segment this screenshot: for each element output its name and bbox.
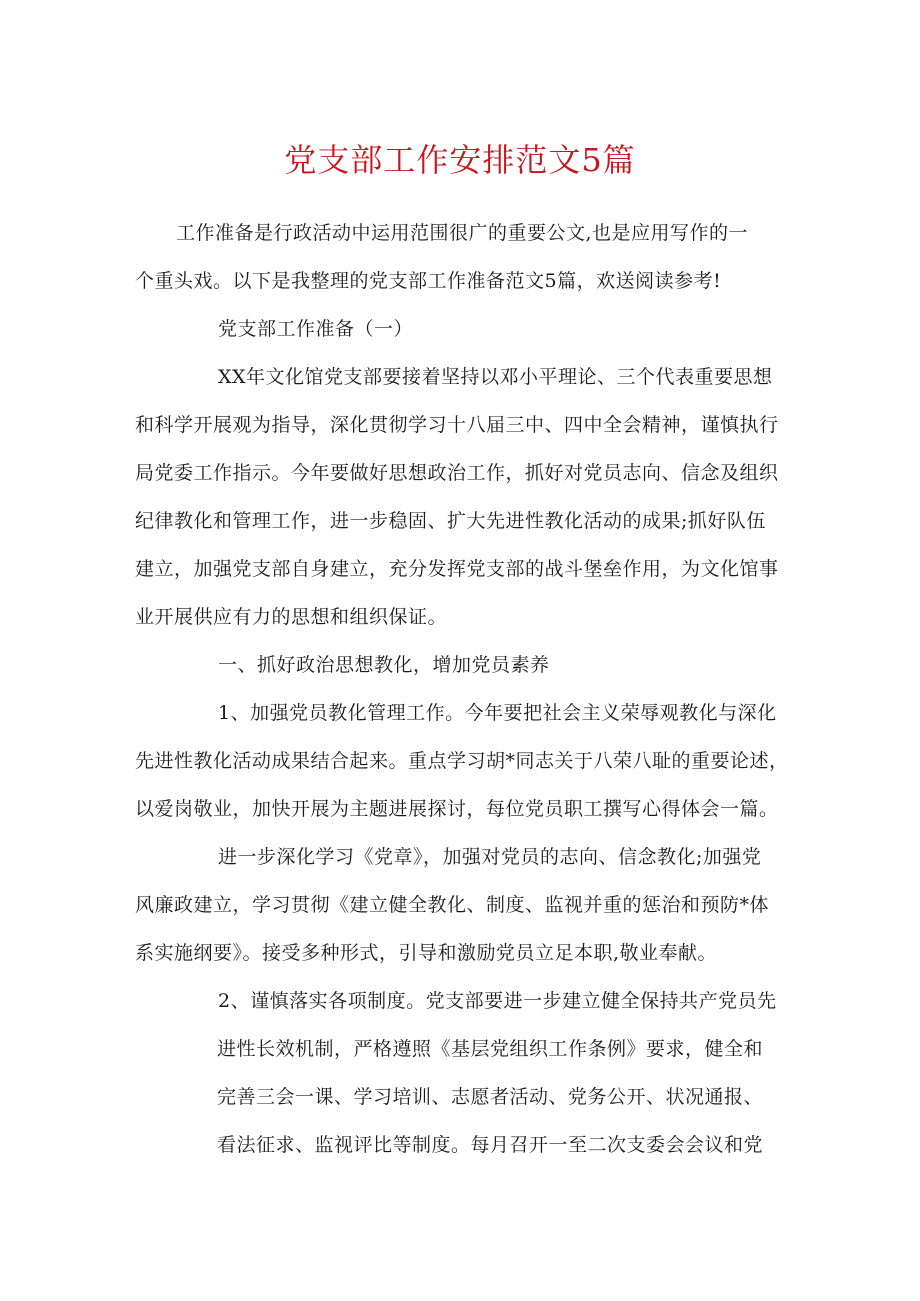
paragraph-line: 以爱岗敬业，加快开展为主题进展探讨，每位党员职工撰写心得体会一篇。 bbox=[135, 798, 779, 820]
paragraph-line: 和科学开展观为指导，深化贯彻学习十八届三中、四中全会精神，谨慎执行 bbox=[135, 414, 779, 436]
paragraph-line: 业开展供应有力的思想和组织保证。 bbox=[135, 606, 448, 628]
paragraph-line: 完善三会一课、学习培训、志愿者活动、党务公开、状况通报、 bbox=[217, 1086, 764, 1108]
paragraph-line: 系实施纲要》。接受多种形式，引导和激励党员立足本职,敬业奉献。 bbox=[135, 942, 718, 964]
paragraph-line: 工作准备是行政活动中运用范围很广的重要公文,也是应用写作的一 bbox=[176, 222, 749, 244]
paragraph-line: 局党委工作指示。今年要做好思想政治工作，抓好对党员志向、信念及组织 bbox=[135, 462, 779, 484]
paragraph-line: 纪律教化和管理工作，进一步稳固、扩大先进性教化活动的成果;抓好队伍 bbox=[135, 510, 766, 532]
section-heading: 一、抓好政治思想教化，增加党员素养 bbox=[218, 654, 550, 676]
paragraph-line: XX年文化馆党支部要接着坚持以邓小平理论、三个代表重要思想 bbox=[218, 366, 773, 388]
document-title: 党支部工作安排范文5篇 bbox=[284, 141, 636, 179]
paragraph-line: 进一步深化学习《党章》，加强对党员的志向、信念教化;加强党 bbox=[218, 846, 762, 868]
paragraph-line: 风廉政建立，学习贯彻《建立健全教化、制度、监视并重的惩治和预防*体 bbox=[135, 894, 770, 916]
paragraph-line: 进性长效机制，严格遵照《基层党组织工作条例》要求，健全和 bbox=[217, 1038, 764, 1060]
paragraph-line: 1、加强党员教化管理工作。今年要把社会主义荣辱观教化与深化 bbox=[218, 702, 777, 724]
paragraph-line: 个重头戏。以下是我整理的党支部工作准备范文5篇，欢送阅读参考! bbox=[135, 270, 722, 292]
paragraph-line: 建立，加强党支部自身建立，充分发挥党支部的战斗堡垒作用，为文化馆事 bbox=[135, 558, 779, 580]
section-heading: 党支部工作准备（一） bbox=[218, 318, 414, 340]
paragraph-line: 先进性教化活动成果结合起来。重点学习胡*同志关于八荣八耻的重要论述， bbox=[135, 750, 789, 772]
paragraph-line: 2、谨慎落实各项制度。党支部要进一步建立健全保持共产党员先 bbox=[218, 990, 777, 1012]
paragraph-line: 看法征求、监视评比等制度。每月召开一至二次支委会会议和党 bbox=[217, 1134, 764, 1156]
